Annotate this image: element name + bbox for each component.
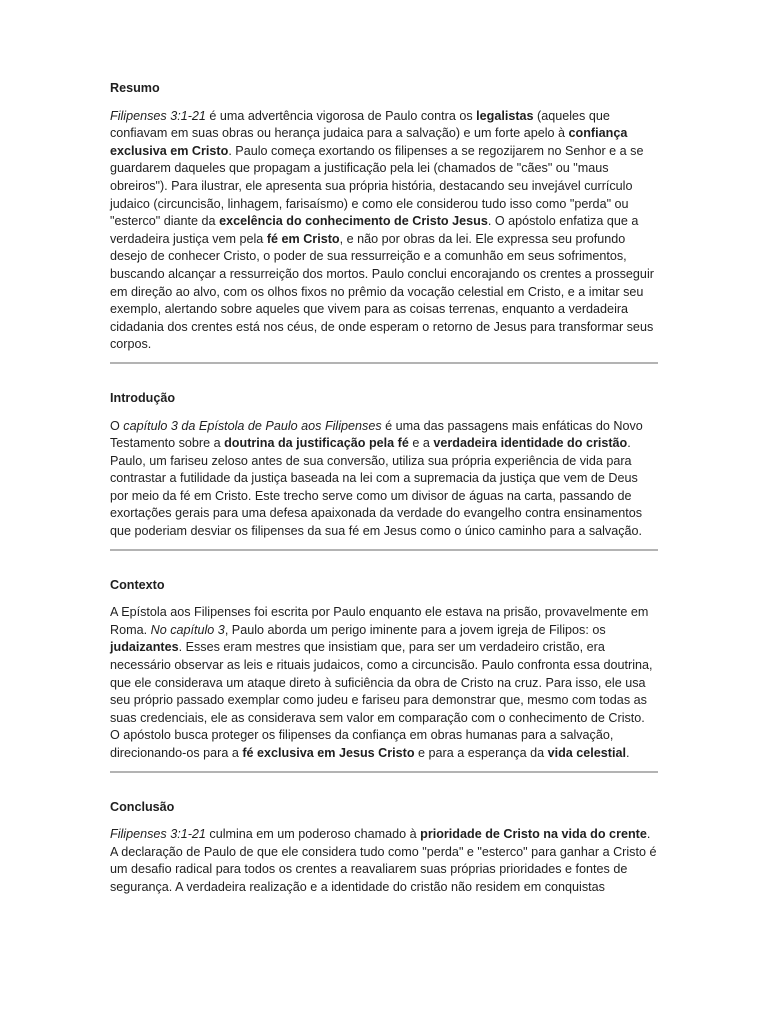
section-resumo <box>110 80 658 364</box>
section-introducao <box>110 390 658 551</box>
section-heading: Resumo <box>110 81 160 95</box>
section-conclusao <box>110 799 658 897</box>
text-run: . O apóstolo enfatiza que a verdadeira justiça vem pela <box>110 214 639 246</box>
text-run: , e não por obras da lei. Ele expressa seu profundo desejo de conhecer Cristo, o poder de sua ressurreição e a comunhão em seus sofrimentos, buscando alcançar a ressurreição dos mortos. Paulo conclui encorajando os crentes a prosseguir em direção ao alvo, com os olhos fixos no prêmio da vocação celestial em Cristo, e a imitar seu exemplo, alertando sobre aqueles que vivem para as coisas terrenas, enquanto a verdadeira cidadania dos crentes está nos céus, de onde esperam o retorno de Jesus para transformar seus corpos. <box>110 231 654 352</box>
bold-text: vida celestial <box>547 746 626 760</box>
section-paragraph <box>110 418 658 541</box>
document-page <box>110 80 658 905</box>
bold-text: fé exclusiva em Jesus Cristo <box>242 746 415 760</box>
bold-text: confiança exclusiva em Cristo <box>110 126 628 158</box>
text-run: . Esses eram mestres que insistiam que, para ser um verdadeiro cristão, era necessário observar as leis e rituais judaicos, como a circuncisão. Paulo confronta essa doutrina, que ele considerava um ataque direto à suficiência da obra de Cristo na cruz. Para isso, ele usa seu próprio passado exemplar como judeu e fariseu para demonstrar que, mesmo com todas as suas credenciais, ele as considerava sem valor em comparação com o conhecimento de Cristo. O apóstolo busca proteger os filipenses da confiança em obras humanas para a salvação, direcionando-os para a <box>110 640 653 760</box>
text-run: (aqueles que confiavam em suas obras ou herança judaica para a salvação) e um forte apelo à <box>110 108 610 141</box>
bold-text: judaizantes <box>110 640 179 655</box>
section-heading: Introdução <box>110 390 176 405</box>
section-paragraph <box>110 604 658 762</box>
text-run: e a <box>408 436 434 451</box>
bold-text: legalistas <box>476 108 534 123</box>
section-divider <box>110 549 658 551</box>
italic-text: No capítulo 3 <box>150 622 225 637</box>
bold-text: doutrina da justificação pela fé <box>224 436 409 451</box>
text-run: A Epístola aos Filipenses foi escrita por Paulo enquanto ele estava na prisão, provavelmente em Roma. <box>110 605 649 637</box>
section-divider <box>110 771 658 773</box>
text-run: é uma das passagens mais enfáticas do Novo Testamento sobre a <box>110 418 643 451</box>
section-heading: Conclusão <box>110 799 175 814</box>
text-run: . A declaração de Paulo de que ele considera tudo como "perda" e "esterco" para ganhar a Cristo é um desafio radical para todos os crentes a reavaliarem suas próprias prioridades e fontes de segurança. A verdadeira realização e a identidade do cristão não residem em conquistas <box>110 827 657 894</box>
italic-text: capítulo 3 da Epístola de Paulo aos Filipenses <box>123 418 382 433</box>
section-paragraph <box>110 108 658 354</box>
text-run: O <box>110 418 124 433</box>
text-run: . Paulo, um fariseu zeloso antes de sua conversão, utiliza sua própria experiência de vida para contrastar a futilidade da justiça baseada na lei com a supremacia da justiça que vem de Deus por meio da fé em Cristo. Este trecho serve como um divisor de águas na carta, passando de exortações gerais para uma defesa apaixonada da verdade do evangelho contra ensinamentos que poderiam desviar os filipenses da sua fé em Jesus como o único caminho para a salvação. <box>110 436 643 539</box>
text-run: . Paulo começa exortando os filipenses a se regozijarem no Senhor e a se guardarem daqueles que propagam a justificação pela lei (chamados de "cães" ou "maus obreiros"). Para ilustrar, ele apresenta sua própria história, destacando seu invejável currículo judaico (circuncisão, linhagem, farisaísmo) e como ele considerou tudo isso como "perda" ou "esterco" diante da <box>110 143 644 229</box>
text-run: . <box>626 746 630 760</box>
bold-text: prioridade de Cristo na vida do crente <box>420 827 647 842</box>
bold-text: fé em Cristo <box>266 231 340 246</box>
italic-text: Filipenses 3:1-21 <box>110 827 206 842</box>
section-divider <box>110 362 658 364</box>
text-run: culmina em um poderoso chamado à <box>205 827 421 842</box>
text-run: é uma advertência vigorosa de Paulo contra os <box>205 108 477 123</box>
section-heading: Contexto <box>110 577 165 592</box>
italic-text: Filipenses 3:1-21 <box>110 108 206 123</box>
bold-text: excelência do conhecimento de Cristo Jesus <box>219 214 488 229</box>
section-paragraph <box>110 826 658 896</box>
section-contexto <box>110 577 658 773</box>
bold-text: verdadeira identidade do cristão <box>433 436 628 451</box>
text-run: e para a esperança da <box>414 746 548 760</box>
text-run: , Paulo aborda um perigo iminente para a jovem igreja de Filipos: os <box>224 622 606 637</box>
